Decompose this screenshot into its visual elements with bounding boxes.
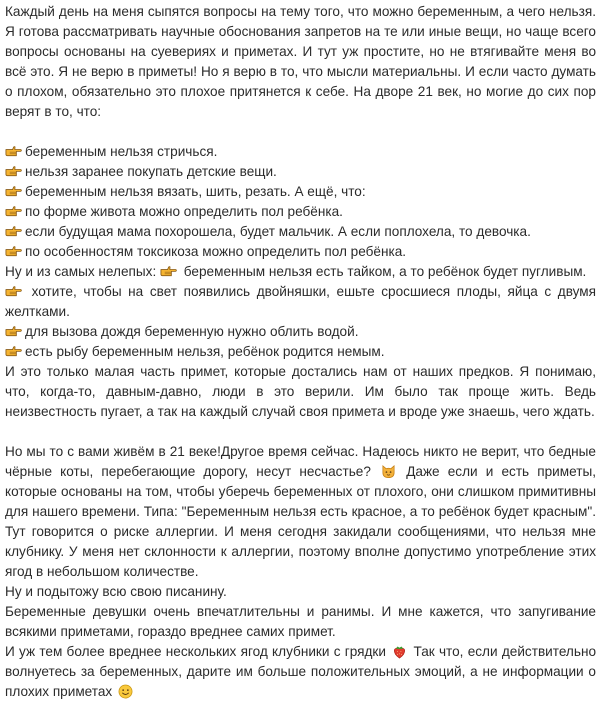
list-item: беременным нельзя стричься. [5,142,596,162]
silly-item-2: хотите, чтобы на свет появились двойняшки, ешьте сросшиеся плоды, яйца с двумя желтками. [5,284,596,319]
pointing-hand-icon [5,145,22,157]
pointing-hand-icon [5,165,22,177]
impress-paragraph: Беременные девушки очень впечатлительны и ранимы. И мне кажется, что запугивание всякими приметами, гораздо вреднее самих примет. [5,604,596,639]
pointing-hand-icon [5,185,22,197]
pointing-hand-icon [5,245,22,257]
strawberry-icon [392,644,407,659]
list-item: нельзя заранее покупать детские вещи. [5,162,596,182]
beliefs-list-2 [5,322,596,362]
pointing-hand-icon [5,285,22,297]
pointing-hand-icon [5,325,22,337]
smiling-face-icon [118,684,133,699]
cat-face-icon [381,464,396,479]
pointing-hand-icon [160,265,177,277]
spacer [5,422,596,442]
spacer [5,122,596,142]
list-item: есть рыбу беременным нельзя, ребёнок родится немым. [5,342,596,362]
summary-line: Ну и подытожу всю свою писанину. [5,584,227,599]
pointing-hand-icon [5,205,22,217]
pointing-hand-icon [5,225,22,237]
beliefs-list [5,142,596,262]
list-item: беременным нельзя вязать, шить, резать. А ещё, что: [5,182,596,202]
list-item: для вызова дождя беременную нужно облить водой. [5,322,596,342]
intro-paragraph: Каждый день на меня сыпятся вопросы на тему того, что можно беременным, а чего нельзя. Я готова рассматривать научные обоснования запретов на те или иные вещи, но чаще всего вопросы основаны на суевериях и приметах. И тут уж простите, но не втягивайте меня во всё это. Я не верю в приметы! Но я верю в то, что мысли материальны. И если часто думать о плохом, обязательно это плохое притянется к себе. На дворе 21 век, но могие до сих пор верят в то, что: [5,4,596,119]
ancestors-paragraph: И это только малая часть примет, которые достались нам от наших предков. Я понимаю, что, когда-то, давным-давно, люди в это верили. Им было так проще жить. Ведь неизвестность пугает, а так на каждый случай своя примета и вроде уже знаешь, чего ждать. [5,364,596,419]
silly-item-1: Ну и из самых нелепых: беременным нельзя есть тайком, а то ребёнок будет пугливым. [5,264,587,279]
list-item: по особенностям токсикоза можно определить пол ребёнка. [5,242,596,262]
list-item: если будущая мама похорошела, будет мальчик. А если поплохела, то девочка. [5,222,596,242]
cats-paragraph: Но мы то с вами живём в 21 веке!Другое время сейчас. Надеюсь никто не верит, что бедные чёрные коты, перебегающие дорогу, несут несчастье? Даже если и есть приметы, которые основаны на том, чтобы уберечь беременных от плохого, они слишком примитивны для нашего времени. Типа: "Беременным нельзя есть красное, а то ребёнок будет красным". Тут говорится о риске аллергии. И меня сегодня закидали сообщениями, что нельзя мне клубнику. У меня нет склонности к аллергии, поэтому вполне допустимо употребление этих ягод в небольшом количестве. [5,444,597,579]
list-item: по форме живота можно определить пол ребёнка. [5,202,596,222]
pointing-hand-icon [5,345,22,357]
ending-paragraph: И уж тем более вреднее нескольких ягод клубники с грядки Так что, если действительно волнуетесь за беременных, дарите им больше положительных эмоций, а не информации о плохих приметах [5,644,597,699]
